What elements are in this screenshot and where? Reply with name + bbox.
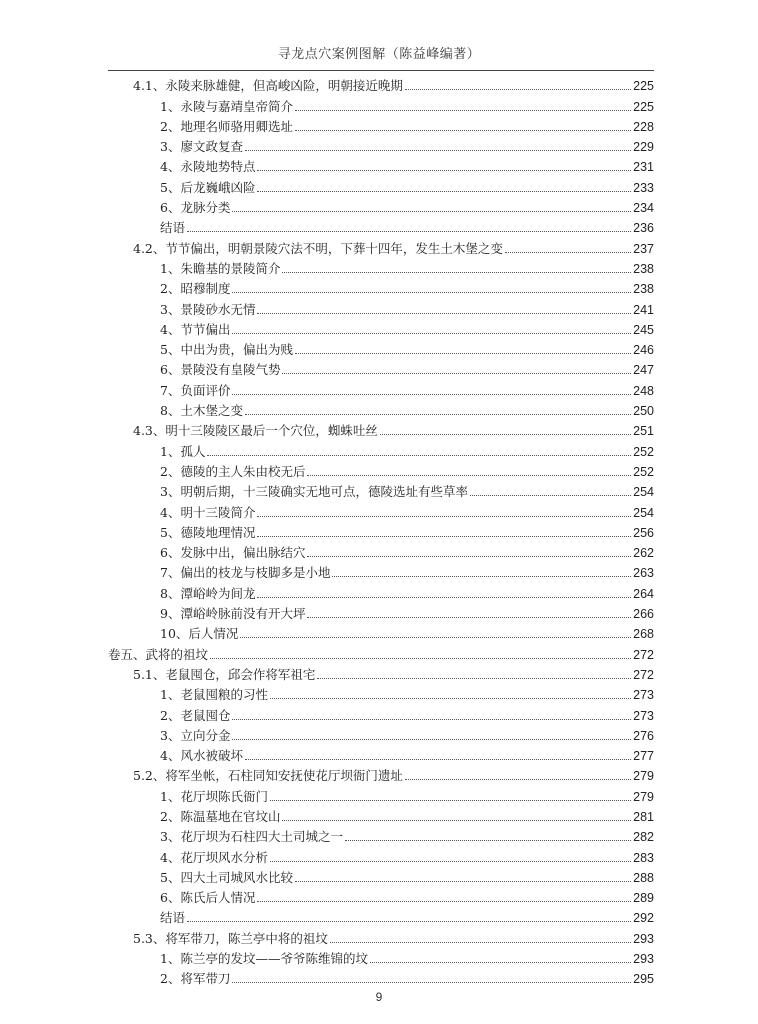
toc-entry-page: 251 <box>633 424 654 439</box>
toc-leader-dots <box>187 231 631 232</box>
toc-entry-page: 288 <box>633 870 654 885</box>
toc-entry-page: 272 <box>633 647 654 662</box>
toc-entry[interactable] <box>108 155 654 175</box>
toc-entry-title: 6、龙脉分类 <box>160 200 231 216</box>
toc-entry[interactable] <box>108 297 654 317</box>
toc-entry-page: 236 <box>633 221 654 236</box>
toc-leader-dots <box>257 313 631 314</box>
toc-leader-dots <box>380 434 631 435</box>
toc-leader-dots <box>257 597 631 598</box>
toc-leader-dots <box>307 475 631 476</box>
toc-leader-dots <box>257 536 631 537</box>
toc-entry[interactable] <box>108 724 654 744</box>
toc-leader-dots <box>232 211 631 212</box>
toc-entry[interactable] <box>108 663 654 683</box>
toc-entry-page: 273 <box>633 688 654 703</box>
toc-entry-title: 5、四大土司城风水比较 <box>160 869 293 885</box>
toc-entry[interactable] <box>108 602 654 622</box>
toc-leader-dots <box>295 881 631 882</box>
toc-entry-title: 8、土木堡之变 <box>160 403 243 419</box>
toc-entry[interactable] <box>108 825 654 845</box>
toc-entry-page: 248 <box>633 383 654 398</box>
toc-entry-page: 250 <box>633 404 654 419</box>
toc-leader-dots <box>240 637 631 638</box>
toc-leader-dots <box>282 373 631 374</box>
toc-entry-title: 1、陈兰亭的发坟——爷爷陈维锦的坟 <box>160 951 368 967</box>
toc-entry-page: 272 <box>633 667 654 682</box>
toc-leader-dots <box>307 556 631 557</box>
toc-entry-page: 254 <box>633 485 654 500</box>
toc-entry-title: 4.1、永陵来脉雄健，但高峻凶险，明朝接近晚期 <box>133 78 403 94</box>
toc-leader-dots <box>282 272 631 273</box>
toc-entry[interactable] <box>108 784 654 804</box>
toc-entry-title: 6、陈氏后人情况 <box>160 890 256 906</box>
toc-entry[interactable] <box>108 439 654 459</box>
toc-entry[interactable] <box>108 399 654 419</box>
toc-entry[interactable] <box>108 74 654 94</box>
toc-leader-dots <box>470 495 631 496</box>
toc-entry-title: 5、德陵地理情况 <box>160 524 256 540</box>
toc-entry-page: 292 <box>633 911 654 926</box>
header-rule <box>108 70 654 71</box>
toc-entry-page: 229 <box>633 140 654 155</box>
toc-leader-dots <box>232 292 631 293</box>
toc-entry-title: 卷五、武将的祖坟 <box>108 646 209 662</box>
toc-entry-title: 9、潭峪岭脉前没有开大坪 <box>160 606 306 622</box>
toc-entry[interactable] <box>108 358 654 378</box>
toc-entry[interactable] <box>108 378 654 398</box>
toc-entry-title: 5.3、将军带刀，陈兰亭中将的祖坟 <box>133 930 328 946</box>
toc-entry[interactable] <box>108 277 654 297</box>
toc-leader-dots <box>405 779 631 780</box>
page-header: 寻龙点穴案例图解（陈益峰编著） <box>277 47 481 62</box>
toc-entry-title: 3、明朝后期，十三陵确实无地可点，德陵选址有些草率 <box>160 484 468 500</box>
toc-entry-title: 1、永陵与嘉靖皇帝简介 <box>160 98 293 114</box>
toc-leader-dots <box>232 719 631 720</box>
toc-entry-page: 283 <box>633 850 654 865</box>
toc-leader-dots <box>257 516 631 517</box>
toc-entry-page: 228 <box>633 119 654 134</box>
toc-entry[interactable] <box>108 805 654 825</box>
toc-leader-dots <box>317 678 631 679</box>
toc-entry[interactable] <box>108 703 654 723</box>
toc-entry-title: 2、将军带刀 <box>160 971 231 987</box>
toc-entry-title: 4、节节偏出 <box>160 321 231 337</box>
toc-entry-title: 4.2、节节偏出，明朝景陵穴法不明，下葬十四年，发生土木堡之变 <box>133 240 503 256</box>
toc-leader-dots <box>245 759 631 760</box>
toc-entry-page: 245 <box>633 322 654 337</box>
toc-entry[interactable] <box>108 318 654 338</box>
toc-leader-dots <box>232 739 631 740</box>
toc-leader-dots <box>257 901 631 902</box>
toc-entry-page: 282 <box>633 830 654 845</box>
toc-entry-title: 4、风水被破坏 <box>160 748 243 764</box>
toc-entry-page: 295 <box>633 972 654 987</box>
toc-entry-page: 247 <box>633 363 654 378</box>
toc-leader-dots <box>405 89 631 90</box>
toc-leader-dots <box>370 962 631 963</box>
toc-entry-title: 1、花厅坝陈氏衙门 <box>160 788 268 804</box>
toc-leader-dots <box>245 150 631 151</box>
toc-leader-dots <box>330 942 631 943</box>
toc-entry-page: 263 <box>633 566 654 581</box>
toc-entry-title: 5、中出为贵，偏出为贱 <box>160 342 293 358</box>
toc-entry[interactable] <box>108 257 654 277</box>
toc-entry[interactable] <box>108 622 654 642</box>
toc-entry-page: 256 <box>633 525 654 540</box>
toc-leader-dots <box>505 252 631 253</box>
toc-entry-title: 8、潭峪岭为间龙 <box>160 585 256 601</box>
toc-entry[interactable] <box>108 683 654 703</box>
toc-leader-dots <box>295 130 631 131</box>
toc-leader-dots <box>270 800 631 801</box>
toc-entry-page: 237 <box>633 241 654 256</box>
toc-leader-dots <box>187 921 631 922</box>
toc-entry-page: 241 <box>633 302 654 317</box>
toc-entry[interactable] <box>108 460 654 480</box>
toc-entry-title: 结语 <box>160 910 186 926</box>
toc-entry-title: 1、孤人 <box>160 443 206 459</box>
toc-entry[interactable] <box>108 967 654 987</box>
toc-entry-page: 264 <box>633 586 654 601</box>
toc-entry[interactable] <box>108 541 654 561</box>
toc-entry-page: 266 <box>633 607 654 622</box>
toc-entry-page: 252 <box>633 464 654 479</box>
toc-entry-title: 4、永陵地势特点 <box>160 159 256 175</box>
toc-entry[interactable] <box>108 175 654 195</box>
toc-entry[interactable] <box>108 480 654 500</box>
toc-entry[interactable] <box>108 236 654 256</box>
toc-entry-title: 4.3、明十三陵陵区最后一个穴位，蜘蛛吐丝 <box>133 423 378 439</box>
toc-entry[interactable] <box>108 926 654 946</box>
toc-leader-dots <box>332 576 631 577</box>
toc-leader-dots <box>270 861 631 862</box>
toc-entry-title: 3、立向分金 <box>160 727 231 743</box>
toc-entry-page: 254 <box>633 505 654 520</box>
toc-entry[interactable] <box>108 947 654 967</box>
toc-entry-title: 2、昭穆制度 <box>160 281 231 297</box>
toc-entry[interactable] <box>108 886 654 906</box>
toc-entry[interactable] <box>108 196 654 216</box>
toc-entry-page: 268 <box>633 627 654 642</box>
toc-entry[interactable] <box>108 115 654 135</box>
toc-entry-title: 2、德陵的主人朱由校无后 <box>160 463 306 479</box>
toc-entry-page: 273 <box>633 708 654 723</box>
toc-entry-title: 1、朱瞻基的景陵简介 <box>160 260 281 276</box>
toc-entry[interactable] <box>108 866 654 886</box>
toc-entry-page: 279 <box>633 769 654 784</box>
toc-entry-title: 10、后人情况 <box>160 626 239 642</box>
toc-entry-title: 3、花厅坝为石柱四大土司城之一 <box>160 829 343 845</box>
toc-entry[interactable] <box>108 216 654 236</box>
toc-entry-page: 225 <box>633 79 654 94</box>
page-number: 9 <box>375 990 383 1004</box>
toc-entry-page: 279 <box>633 789 654 804</box>
toc-entry[interactable] <box>108 581 654 601</box>
toc-entry[interactable] <box>108 338 654 358</box>
toc-entry-title: 6、景陵没有皇陵气势 <box>160 362 281 378</box>
toc-leader-dots <box>295 353 631 354</box>
toc-entry-page: 231 <box>633 160 654 175</box>
toc-entry-title: 6、发脉中出，偏出脉结穴 <box>160 545 306 561</box>
toc-entry-page: 293 <box>633 931 654 946</box>
toc-entry[interactable] <box>108 419 654 439</box>
toc-leader-dots <box>257 191 631 192</box>
toc-entry-title: 1、老鼠囤粮的习性 <box>160 687 268 703</box>
toc-entry-page: 262 <box>633 546 654 561</box>
toc-entry-page: 289 <box>633 891 654 906</box>
toc-entry-page: 246 <box>633 343 654 358</box>
toc-entry[interactable] <box>108 135 654 155</box>
toc-entry-page: 252 <box>633 444 654 459</box>
toc-entry-page: 277 <box>633 749 654 764</box>
toc-entry-title: 2、地理名师骆用卿选址 <box>160 118 293 134</box>
toc-entry-title: 5.2、将军坐帐，石柱同知安抚使花厅坝衙门遗址 <box>133 768 403 784</box>
toc-leader-dots <box>270 698 631 699</box>
toc-leader-dots <box>307 617 631 618</box>
toc-entry-page: 276 <box>633 728 654 743</box>
toc-leader-dots <box>295 110 631 111</box>
table-of-contents <box>108 74 654 987</box>
toc-entry-title: 2、陈温墓地在官坟山 <box>160 808 281 824</box>
toc-entry-title: 7、负面评价 <box>160 382 231 398</box>
toc-leader-dots <box>257 170 631 171</box>
toc-entry[interactable] <box>108 521 654 541</box>
toc-entry-title: 3、廖文政复查 <box>160 139 243 155</box>
toc-entry[interactable] <box>108 642 654 662</box>
toc-entry-page: 238 <box>633 282 654 297</box>
toc-entry-title: 4、明十三陵简介 <box>160 504 256 520</box>
toc-entry-page: 281 <box>633 809 654 824</box>
toc-leader-dots <box>245 414 631 415</box>
toc-leader-dots <box>232 394 631 395</box>
toc-entry-title: 结语 <box>160 220 186 236</box>
toc-entry-page: 293 <box>633 952 654 967</box>
toc-entry[interactable] <box>108 764 654 784</box>
toc-entry-title: 5、后龙巍峨凶险 <box>160 179 256 195</box>
toc-entry-title: 4、花厅坝风水分析 <box>160 849 268 865</box>
toc-entry-page: 234 <box>633 201 654 216</box>
toc-entry[interactable] <box>108 845 654 865</box>
toc-entry-page: 238 <box>633 261 654 276</box>
toc-leader-dots <box>210 658 631 659</box>
toc-leader-dots <box>345 840 631 841</box>
toc-leader-dots <box>282 820 631 821</box>
toc-entry[interactable] <box>108 744 654 764</box>
toc-entry-title: 7、偏出的枝龙与枝脚多是小地 <box>160 565 331 581</box>
toc-entry-title: 5.1、老鼠囤仓，邱会作将军祖宅 <box>133 666 316 682</box>
toc-leader-dots <box>232 333 631 334</box>
toc-entry[interactable] <box>108 94 654 114</box>
toc-entry-title: 3、景陵砂水无情 <box>160 301 256 317</box>
toc-entry-page: 233 <box>633 180 654 195</box>
toc-entry-page: 225 <box>633 99 654 114</box>
toc-entry[interactable] <box>108 561 654 581</box>
toc-leader-dots <box>207 455 631 456</box>
toc-entry-title: 2、老鼠囤仓 <box>160 707 231 723</box>
toc-entry[interactable] <box>108 906 654 926</box>
toc-entry[interactable] <box>108 500 654 520</box>
toc-leader-dots <box>232 982 631 983</box>
